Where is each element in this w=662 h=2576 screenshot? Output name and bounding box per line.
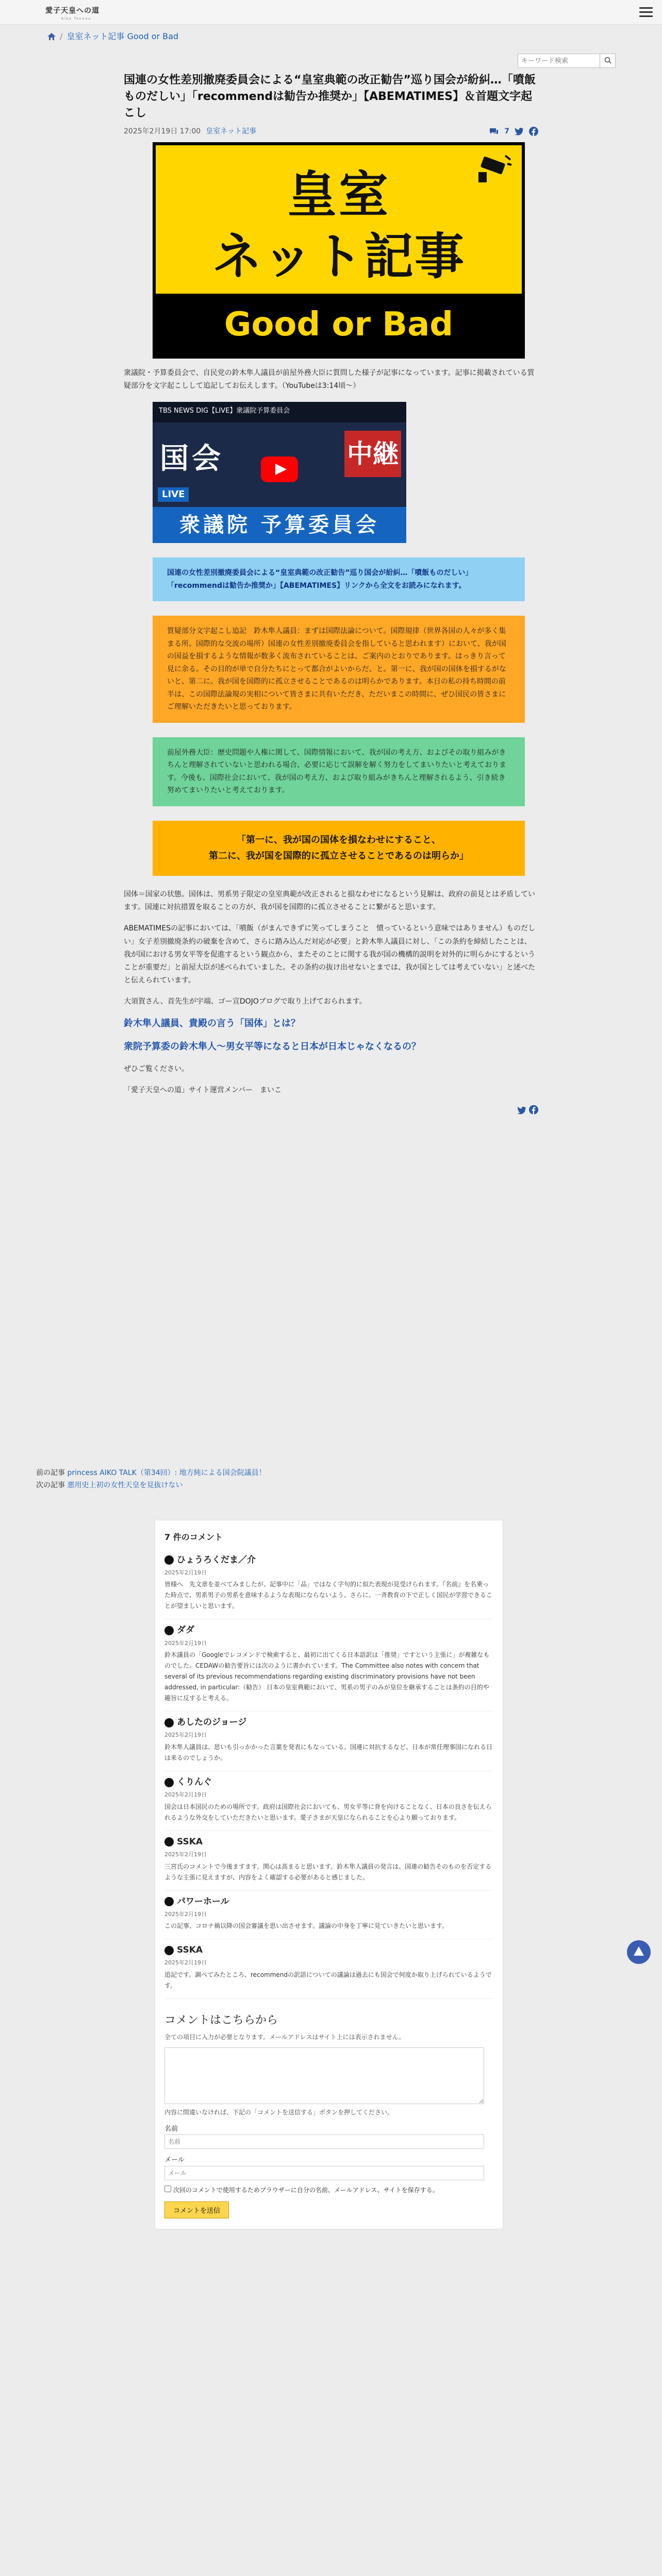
transcript-box-suzuki: 質疑部分文字起こし追記 鈴木隼人議員：まずは国際法論について。国際規律（世界各国の人々が多く集まる所。国際的な交流の場所）国連の女性差別撤廃委員会を指していると思われます）において、我が国の国益を損するような情報が数多く流布されていることは、ご案内のとおりであります。はっきり言って見に余る。その目的が単で自分たちにとって都合がよいからだ、と。第一に、我が国の国体を損するがないと、第二に、我が国を国際的に孤立させることであるのは明らかであります。本日の私の持ち時間の前半は、この国際法論規の実相について皆さまに共有いただき、ただいまこの時間に、ぜひ国民の皆さまにご理解いただきたいと思っております。 — [153, 616, 525, 723]
comment-item — [164, 1831, 493, 1891]
comment-date: 2025年2月19日 — [164, 1959, 207, 1967]
reply-note: 全ての項目に入力が必要となります。メールアドレスはサイト上には表示されません。 — [164, 2033, 405, 2041]
comment-body: 鈴木議員の「Googleでレコメンドで検索すると、最初に出てくる日本語訳は「推奨」ですという主張に」が複雑なものでした。CEDAWの勧告要旨には次のように書かれています。The Committee also notes with concern that several of its previous recommendations regarding existing discriminatory provisions have not been addressed, in particular:（勧告） 日本の皇室典範において、男系の男子のみが皇位を継承することは条約の目的や趣旨に反すると考える。 — [164, 1651, 490, 1702]
scroll-to-top-icon[interactable] — [627, 1940, 651, 1964]
comment-date: 2025年2月19日 — [164, 1910, 207, 1918]
article-title: 国連の女性差別撤廃委員会による“皇室典範の改正勧告”巡り国会が紛糾…「噴飯ものだしい」「recommendは勧告か推奨か」【ABEMATIMES】＆首題文字起こし — [124, 74, 536, 120]
comment-item — [164, 1891, 493, 1940]
comment-date: 2025年2月19日 — [164, 1569, 207, 1576]
facebook-share-icon[interactable] — [529, 1105, 538, 1114]
body-paragraph: ABEMATIMESの記事においては、「噴飯（がまんできずに笑ってしまうこと 憤っているという意味ではありません）ものだしい」女子差別撤廃条約の破棄を含めて、さらに踏み込んだ対応が必要」と鈴木隼人議員に対し、「この条約を締結したことは、我が国における男女平等を促進するという観点から、またそのことに関する我が国の機構的説明を対外的に明らかにするということが重要だ」と前屋大臣が述べられていました。その条約の抜け出せないとまでは、我が国としては考えていない」と述べたと伝えられています。 — [124, 924, 536, 985]
comment-date: 2025年2月19日 — [164, 1791, 207, 1799]
save-info-label: 次回のコメントで使用するためブラウザーに自分の名前、メールアドレス、サイトを保存する。 — [173, 2187, 439, 2194]
name-label: 名前 — [164, 2125, 178, 2133]
name-input[interactable] — [164, 2134, 484, 2149]
avatar-icon — [164, 1897, 174, 1906]
comment-body: 三宮氏のコメントで今後ますます、関心は高まると思います。鈴木隼人議員の発言は、国連の勧告そのものを否定するような主張に見えますが、内容をよく確認する必要があると感じました。 — [164, 1862, 492, 1881]
comment-author: SSKA — [177, 1836, 203, 1847]
logo-text: 愛子天皇への道 — [45, 7, 100, 15]
hamburger-menu-icon[interactable] — [639, 7, 653, 19]
comment-body: 鈴木隼人議員は、思いも引っかかった言葉を発表にもなっている。国連に対抗するなど、日本が常任理事国になれる日は来るのでしょうか。 — [164, 1743, 493, 1761]
body-paragraph: 大須賀さん、首先生が宇端、ゴー宣DOJOブログで取り上げておられます。 — [124, 997, 367, 1006]
save-info-checkbox[interactable] — [164, 2185, 171, 2192]
article-date: 2025年2月19日 17:00 — [124, 127, 201, 135]
avatar-icon — [164, 1946, 174, 1955]
comment-date: 2025年2月19日 — [164, 1639, 207, 1647]
comment-date: 2025年2月19日 — [164, 1732, 207, 1739]
email-input[interactable] — [164, 2166, 484, 2180]
comment-body: この記事、コロナ禍以降の国会審議を思い出させます。議論の中身を丁寧に見ていきたいと思います。 — [164, 1922, 449, 1930]
site-header — [0, 0, 662, 25]
highlight-quote-line-1: 「第一に、我が国の国体を損なわせにすること、 — [237, 834, 441, 845]
logo-subtext: Aiko Tennou — [61, 17, 92, 21]
comment-author: ひょうろくだま／介 — [177, 1554, 256, 1565]
video-caption: 国会 — [160, 442, 224, 476]
comment-count: 7 — [504, 127, 509, 135]
comment-item — [164, 1711, 493, 1771]
video-title: TBS NEWS DIG【LIVE】衆議院予算委員会 — [153, 402, 406, 422]
comment-body: 皆様へ 先文章を並べてみましたが、記事中に「品」ではなく字句的に似た表現が見受けられます。『名前』を名乗った時点で、男系男子の男系を意味するような表現にならないよう、さらに、一斉教育の下で正しく国民が学習できることが望ましいと思います。 — [164, 1581, 492, 1610]
comment-author: パワーホール — [177, 1896, 229, 1907]
email-label: メール — [164, 2156, 185, 2164]
submit-comment-button[interactable]: コメントを送信 — [164, 2201, 229, 2218]
name-field-group — [164, 2124, 493, 2149]
search-button[interactable] — [600, 54, 616, 68]
hero-banner-image — [153, 142, 525, 359]
comment-author: あしたのジョージ — [177, 1717, 247, 1728]
site-logo[interactable] — [45, 5, 107, 21]
comment-item — [164, 1939, 493, 1999]
breadcrumb-separator: / — [60, 31, 63, 41]
body-paragraph: 国体＝国家の状態。国体は、男系男子限定の皇室典範が改正されると損なわせになるという見解は、政府の前見とは矛盾しています。国連に対抗措置を取ることの方が、我が国を国際的に孤立させることに繋がると思います。 — [124, 890, 535, 912]
related-link-2[interactable]: 衆院予算委の鈴木隼人〜男女平等になると日本が日本じゃなくなるの？ — [124, 1041, 421, 1053]
search-box — [518, 54, 616, 68]
camera-icon — [476, 155, 512, 185]
hero-band: Good or Bad — [156, 294, 522, 355]
article-meta — [124, 126, 538, 137]
article — [124, 72, 538, 1118]
comment-item — [164, 1549, 493, 1620]
body-paragraph: ぜひご覧ください。 — [124, 1065, 189, 1074]
avatar-icon — [164, 1837, 174, 1846]
article-body — [124, 888, 538, 1097]
avatar-icon — [164, 1718, 174, 1727]
facebook-share-icon[interactable] — [529, 127, 538, 136]
comment-icon[interactable] — [489, 127, 499, 135]
twitter-share-icon[interactable] — [515, 127, 524, 135]
breadcrumb — [47, 30, 178, 43]
video-live-badge: LIVE — [158, 487, 189, 502]
comments-section — [155, 1520, 503, 2229]
share-bar — [124, 1105, 538, 1118]
video-badge: 中継 — [344, 431, 401, 477]
comment-author: SSKA — [177, 1945, 203, 1956]
comment-textarea[interactable] — [164, 2047, 484, 2104]
article-category-link[interactable]: 皇室ネット記事 — [206, 127, 257, 135]
email-field-group — [164, 2155, 493, 2180]
avatar-icon — [164, 1778, 174, 1787]
search-input[interactable] — [518, 54, 600, 68]
post-navigation — [36, 1467, 266, 1492]
avatar-icon — [164, 1626, 174, 1635]
next-post-link[interactable]: 悪用史上初の女性天皇を見抜けない — [67, 1481, 183, 1489]
prev-post-link[interactable]: princess AIKO TALK（第34回）: 地方純による国会院議員！ — [67, 1469, 266, 1477]
search-icon — [604, 57, 611, 64]
breadcrumb-bar — [0, 25, 662, 47]
prev-label: 前の記事 — [36, 1469, 65, 1477]
highlight-quote-box — [153, 821, 525, 876]
save-info-row — [164, 2185, 493, 2195]
comment-author: くりんぐ — [177, 1776, 212, 1787]
next-label: 次の記事 — [36, 1481, 65, 1489]
play-icon[interactable] — [261, 456, 298, 482]
confirm-note: 内容に間違いなければ、下記の「コメントを送信する」ボタンを押してください。 — [164, 2109, 394, 2116]
video-subtitle: 衆議院 予算委員会 — [153, 507, 406, 543]
highlight-quote-line-2: 第二に、我が国を国際的に孤立させることであるのは明らか」 — [209, 851, 469, 862]
comment-date: 2025年2月19日 — [164, 1851, 207, 1858]
avatar-icon — [164, 1555, 174, 1565]
comment-item — [164, 1619, 493, 1711]
home-icon[interactable] — [47, 33, 56, 40]
signature: 「愛子天皇への道」サイト運営メンバー まいこ — [124, 1086, 282, 1095]
article-intro: 衆議院・予算委員会で、自民党の鈴木隼人議員が前屋外務大臣に質問した様子が記事になっています。記事に掲載されている質疑部分を文字起こしして追記してお伝えします。（YouTubeは3:14頃〜） — [124, 369, 535, 391]
transcript-box-minister: 前屋外務大臣：歴史問題や人権に関して、国際情報において、我が国の考え方、およびその取り組みがきちんと理解されていないと思われる場合、必要に応じて誤解を解く努力をしてまいりたいと考えております。今後も、国際社会において、我が国の考え方、および取り組みがきちんと理解されるよう、引き続き努めてまいりたいと考えております。 — [153, 737, 525, 806]
comments-heading: 7 件のコメント — [164, 1532, 223, 1542]
comment-item — [164, 1771, 493, 1831]
twitter-share-icon[interactable] — [517, 1106, 526, 1114]
comment-body: 追記です。調べてみたところ、recommendの訳語についての議論は過去にも国会で何度か取り上げられているようです。 — [164, 1971, 492, 1990]
youtube-video-embed[interactable] — [153, 402, 406, 543]
breadcrumb-category-link[interactable]: 皇室ネット記事 Good or Bad — [67, 31, 179, 41]
related-link-1[interactable]: 鈴木隼人議員、貴殿の言う「国体」とは？ — [124, 1018, 300, 1029]
hero-line-2: ネット記事 — [212, 228, 465, 286]
reply-title: コメントはこちらから — [164, 2014, 278, 2027]
comment-body: 国会は日本国民のための場所です。政府は国際社会においても、男女平等に背を向けることなく、日本の良さを伝えられるような外交をしていただきたいと思います。愛子さまが天皇になられることを心より願っております。 — [164, 1803, 492, 1821]
hero-line-1: 皇室 — [287, 166, 390, 224]
comment-author: ダダ — [177, 1625, 194, 1636]
quote-box-link[interactable]: 国連の女性差別撤廃委員会による“皇室典範の改正勧告”巡り国会が紛糾…「噴飯ものだしい」「recommendは勧告か推奨か」【ABEMATIMES】リンクから全文をお読みになれます。 — [153, 557, 525, 601]
